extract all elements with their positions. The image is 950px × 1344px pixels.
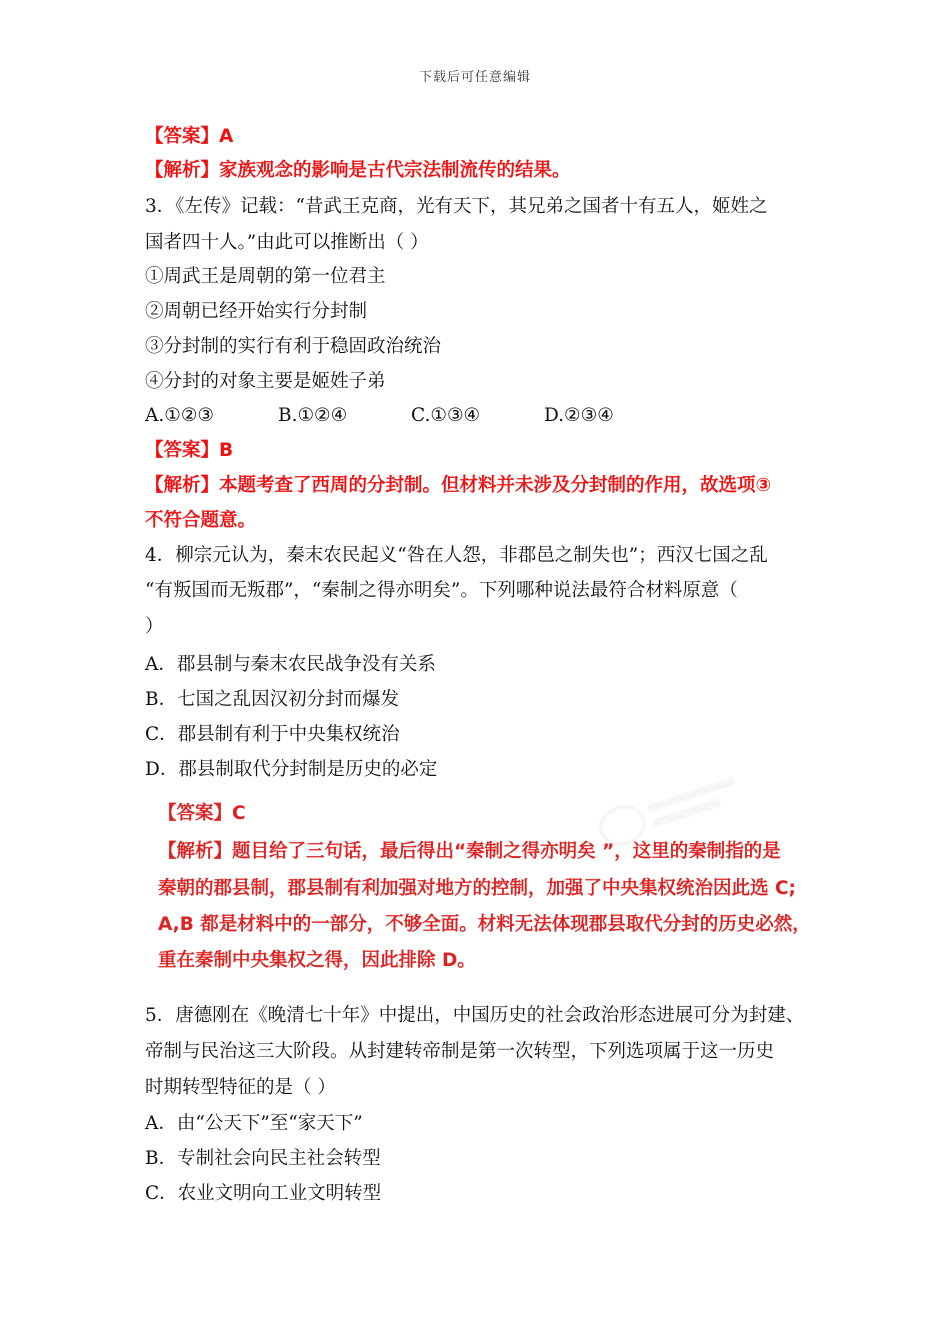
q5-stem-line1: 5．唐德刚在《晚清七十年》中提出，中国历史的社会政治形态进展可分为封建、 xyxy=(145,1005,805,1026)
q4-analysis-line2: 秦朝的郡县制，郡县制有利加强对地方的控制，加强了中央集权统治因此选 C; xyxy=(158,878,796,899)
q4-option-a: A．郡县制与秦末农民战争没有关系 xyxy=(145,654,436,675)
q5-stem-line2: 帝制与民治这三大阶段。从封建转帝制是第一次转型，下列选项属于这一历史 xyxy=(145,1041,775,1062)
q3-option-a: A.①②③ xyxy=(145,405,214,426)
q3-analysis-line1: 【解析】本题考查了西周的分封制。但材料并未涉及分封制的作用，故选项③ xyxy=(145,475,772,496)
q3-analysis-line2: 不符合题意。 xyxy=(145,510,257,531)
q4-analysis-line4: 重在秦制中央集权之得，因此排除 D。 xyxy=(158,950,476,971)
q3-option-c: C.①③④ xyxy=(411,405,481,426)
q4-option-c: C．郡县制有利于中央集权统治 xyxy=(145,724,400,745)
q4-answer: 【答案】C xyxy=(158,803,246,824)
q2-analysis: 【解析】家族观念的影响是古代宗法制流传的结果。 xyxy=(145,160,571,181)
q4-stem-line2: “有叛国而无叛郡”，“秦制之得亦明矣”。下列哪种说法最符合材料原意（ xyxy=(145,580,738,601)
q5-option-c: C．农业文明向工业文明转型 xyxy=(145,1183,382,1204)
q3-options xyxy=(145,403,614,429)
q5-option-b: B．专制社会向民主社会转型 xyxy=(145,1148,381,1169)
q5-stem-line3: 时期转型特征的是（ ） xyxy=(145,1077,336,1098)
q3-option-b: B.①②④ xyxy=(278,405,348,426)
q3-answer: 【答案】B xyxy=(145,440,234,461)
page-header: 下载后可任意编辑 xyxy=(418,70,531,85)
q4-stem-line1: 4．柳宗元认为，秦末农民起义“咎在人怨，非郡邑之制失也”；西汉七国之乱 xyxy=(145,545,768,566)
q4-analysis-line3: A,B 都是材料中的一部分，不够全面。材料无法体现郡县取代分封的历史必然， xyxy=(158,914,811,935)
q3-item-2: ②周朝已经开始实行分封制 xyxy=(145,301,368,322)
q2-answer: 【答案】A xyxy=(145,126,234,147)
q3-option-d: D.②③④ xyxy=(544,405,614,426)
q3-stem-line1: 3．《左传》记载：“昔武王克商，光有天下，其兄弟之国者十有五人，姬姓之 xyxy=(145,196,768,217)
q3-item-3: ③分封制的实行有利于稳固政治统治 xyxy=(145,336,442,357)
q4-stem-line3: ） xyxy=(145,616,164,637)
q5-option-a: A．由“公天下”至“家天下” xyxy=(145,1113,363,1134)
q3-stem-line2: 国者四十人。”由此可以推断出（ ） xyxy=(145,232,429,253)
q4-analysis-line1: 【解析】题目给了三句话，最后得出“秦制之得亦明矣 ”，这里的秦制指的是 xyxy=(158,841,781,862)
q4-option-b: B．七国之乱因汉初分封而爆发 xyxy=(145,689,400,710)
q3-item-4: ④分封的对象主要是姬姓子弟 xyxy=(145,371,386,392)
q4-option-d: D．郡县制取代分封制是历史的必定 xyxy=(145,759,438,780)
q3-item-1: ①周武王是周朝的第一位君主 xyxy=(145,266,386,287)
